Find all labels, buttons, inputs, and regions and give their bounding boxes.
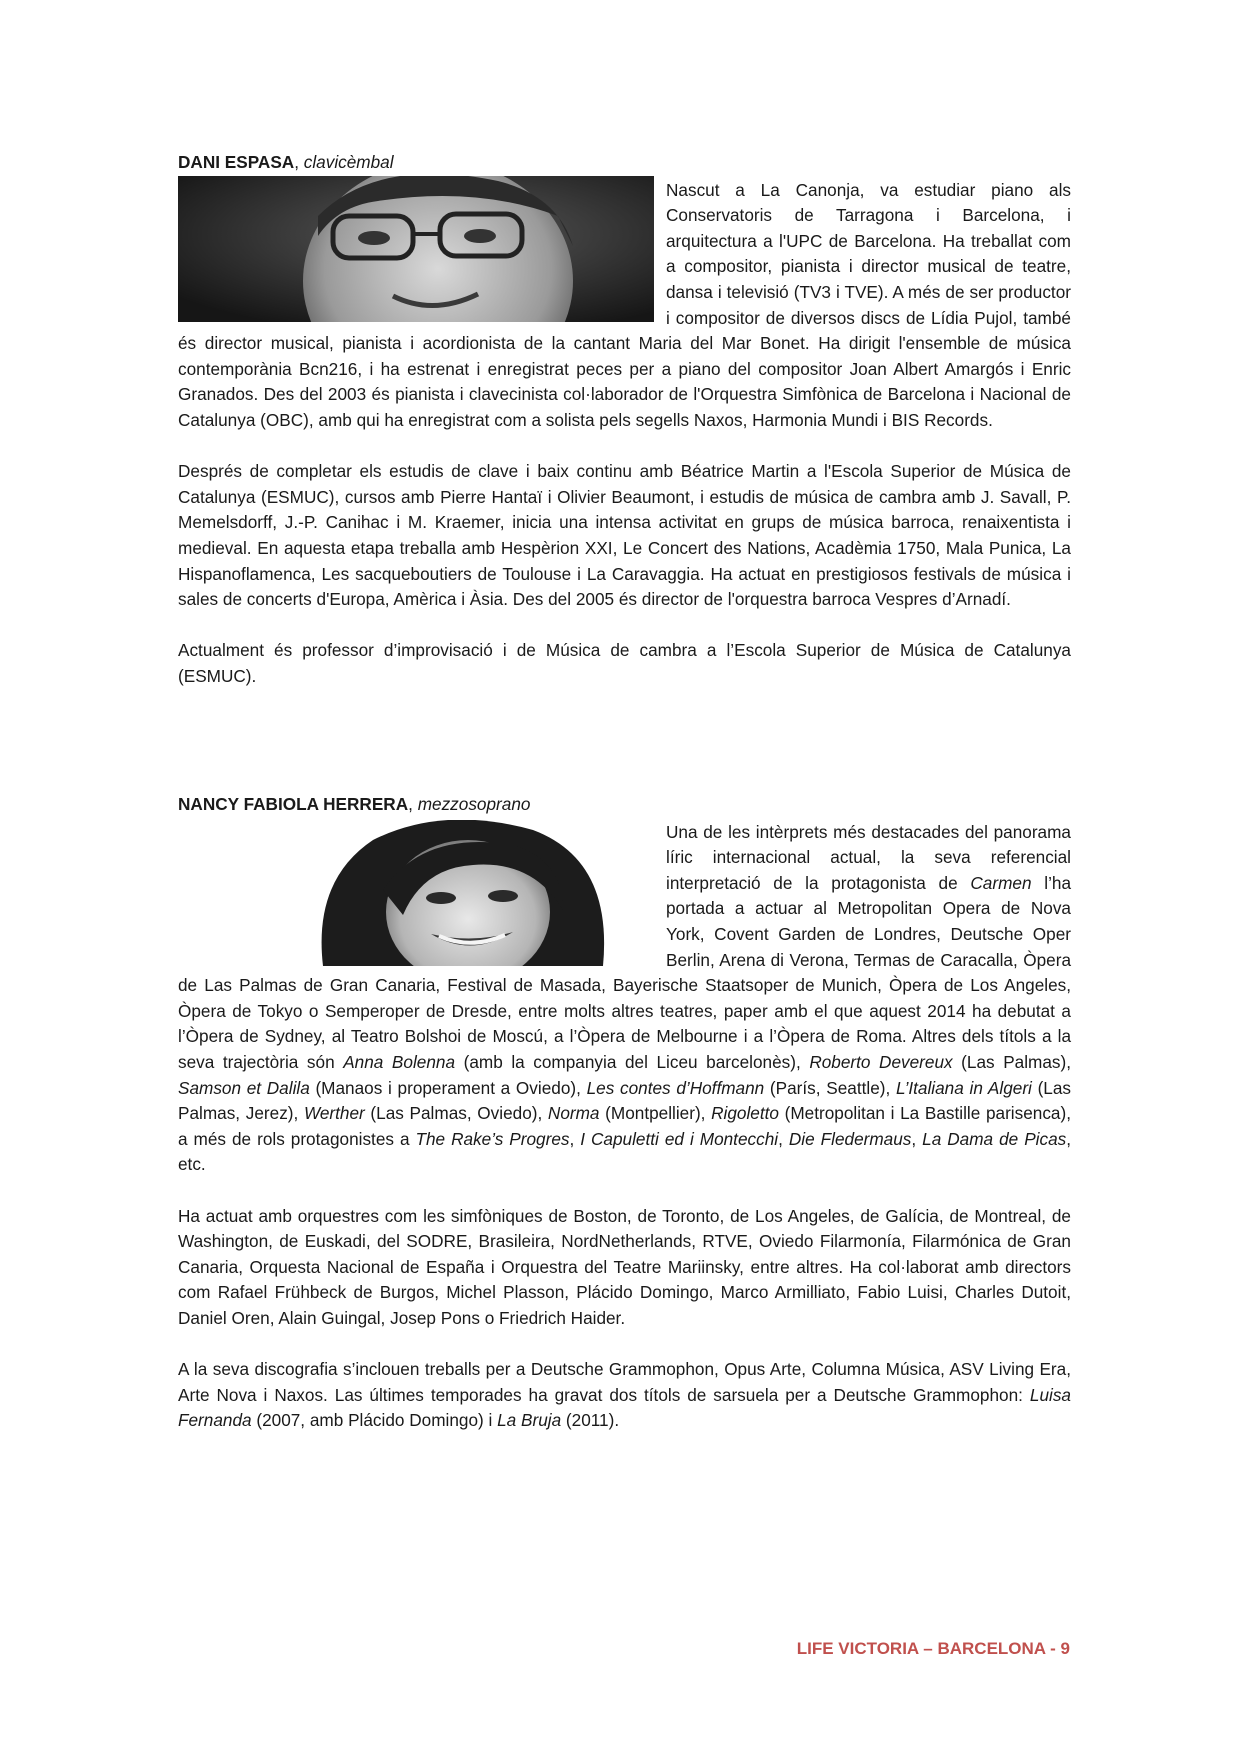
bio-paragraph-3 (178, 1357, 1071, 1434)
work-title: Luisa Fernanda (178, 1384, 1071, 1431)
work-title: Samson et Dalila (178, 1077, 310, 1098)
work-title: Carmen (970, 872, 1032, 893)
text-run: A la seva discografia s’inclouen treballs per a Deutsche Grammophon, Opus Arte, Columna Música, ASV Living Era, Arte Nova i Naxos. Las últimes temporades ha gravat dos títols de sarsuela per a Deutsche Grammophon: (178, 1359, 1071, 1405)
artist-name: NANCY FABIOLA HERRERA (178, 794, 409, 814)
work-title: L’Italiana in Algeri (895, 1077, 1032, 1098)
portrait-woman-smiling-icon (313, 820, 619, 966)
bio-paragraph-1: Nascut a La Canonja, va estudiar piano als Conservatoris de Tarragona i Barcelona, i arquitectura a l'UPC de Barcelona. Ha treballat com a compositor, pianista i director musical de teatre, dansa i televisió (TV3 i TVE). A més de ser productor i compositor de diversos discs de Lídia Pujol, també és director musical, pianista i acordionista de la cantant Maria del Mar Bonet. Ha dirigit l'ensemble de música contemporània Bcn216, i ha estrenat i enregistrat peces per a piano del compositor Joan Albert Amargós i Enric Granados. Des del 2003 és pianista i clavecinista col·laborador de l'Orquestra Simfònica de Barcelona i Nacional de Catalunya (OBC), amb qui ha enregistrat com a solista pels segells Naxos, Harmonia Mundi i BIS Records. (178, 179, 1071, 430)
work-title: Roberto Devereux (809, 1051, 953, 1072)
page-footer: LIFE VICTORIA – BARCELONA - 9 (796, 1639, 1070, 1658)
work-title: Die Fledermaus (788, 1128, 912, 1149)
text-run: l’ha portada a actuar al Metropolitan Opera de Nova York, Covent Garden de Londres, Deutsche Oper Berlin, Arena di Verona, Termas de Caracalla, Òpera de Las Palmas de Gran Canaria, Festival de Masada, Bayerische Staatsoper de Munich, Òpera de Los Angeles, Òpera de Tokyo o Semperoper de Dresde, entre molts altres teatres, paper amb el que aquest 2014 ha debutat a l’Òpera de Sydney, al Teatro Bolshoi de Moscú, a l’Òpera de Melbourne i a l’Òpera de Roma. Altres dels títols a la seva trajectòria són (178, 872, 1072, 1072)
work-title: La Dama de Picas (922, 1128, 1067, 1149)
text-run: (amb la companyia del Liceu barcelonès), (455, 1051, 810, 1072)
text-run: (París, Seattle), (764, 1077, 896, 1098)
artist-role: mezzosoprano (417, 794, 531, 814)
bio-paragraph-2: Ha actuat amb orquestres com les simfòniques de Boston, de Toronto, de Los Angeles, de Galícia, de Montreal, de Washington, de Euskadi, del SODRE, Brasileira, NordNetherlands, RTVE, Oviedo Filarmonía, Filarmónica de Gran Canaria, Orquesta Nacional de España i Orquestra del Teatre Mariinsky, entre altres. Ha col·laborat amb directors com Rafael Frühbeck de Burgos, Michel Plasson, Plácido Domingo, Marco Armilliato, Fabio Luisi, Charles Dutoit, Daniel Oren, Alain Guingal, Josep Pons o Friedrich Haider. (178, 1205, 1071, 1328)
text-run: (Las Palmas, Oviedo), (364, 1103, 548, 1124)
text-run: (Las Palmas, Jerez), (178, 1077, 1072, 1124)
artist-photo (313, 820, 619, 966)
artist-name: DANI ESPASA (178, 152, 295, 172)
work-title: I Capuletti ed i Montecchi (580, 1128, 779, 1149)
bio-paragraph-2: Després de completar els estudis de clave i baix continu amb Béatrice Martin a l'Escola Superior de Música de Catalunya (ESMUC), cursos amb Pierre Hantaï i Olivier Beaumont, i estudis de música de cambra amb J. Savall, P. Memelsdorff, J.-P. Canihac i M. Kraemer, inicia una intensa activitat en grups de música barroca, renaixentista i medieval. En aquesta etapa treballa amb Hespèrion XXI, Le Concert des Nations, Acadèmia 1750, Mala Punica, La Hispanoflamenca, Les sacqueboutiers de Toulouse i La Caravaggia. Ha actuat en prestigiosos festivals de música i sales de concerts d'Europa, Amèrica i Àsia. Des del 2005 és director de l'orquestra barroca Vespres d’Arnadí. (178, 461, 1071, 610)
text-run: (Manaos i properament a Oviedo), (309, 1077, 587, 1098)
work-title: Werther (303, 1103, 365, 1124)
text-run: , (911, 1128, 923, 1149)
text-run: Una de les intèrprets més destacades del panorama líric internacional actual, la seva referencial interpretació de la protagonista de (666, 821, 1071, 893)
bio-dani-espasa (178, 150, 1071, 715)
work-title: Anna Bolenna (343, 1051, 456, 1072)
work-title: Les contes d’Hoffmann (586, 1077, 765, 1098)
text-run: , (569, 1128, 581, 1149)
work-title: Norma (547, 1103, 600, 1124)
bio-paragraph-1 (178, 818, 1071, 1178)
portrait-man-glasses-icon (178, 176, 654, 322)
bio-nancy-fabiola-herrera (178, 792, 1071, 1459)
bio-heading: NANCY FABIOLA HERRERA, mezzosoprano (178, 794, 531, 814)
work-title: La Bruja (497, 1410, 562, 1431)
text-run: , etc. (178, 1128, 1072, 1175)
text-run: (2007, amb Plácido Domingo) i (251, 1410, 498, 1431)
text-run: (Metropolitan i La Bastille parisenca), a més de rols protagonistes a (178, 1103, 1071, 1149)
work-title: The Rake’s Progres (415, 1128, 570, 1149)
bio-heading: DANI ESPASA, clavicèmbal (178, 152, 394, 172)
text-run: (Montpellier), (599, 1103, 712, 1124)
artist-role: clavicèmbal (303, 152, 394, 172)
text-run: , (778, 1128, 789, 1149)
text-run: (2011). (561, 1410, 620, 1431)
text-run: (Las Palmas), (952, 1051, 1072, 1072)
bio-paragraph-3: Actualment és professor d’improvisació i de Música de cambra a l’Escola Superior de Música de Catalunya (ESMUC). (178, 640, 1071, 686)
work-title: Rigoletto (711, 1103, 779, 1124)
artist-photo (178, 176, 654, 322)
